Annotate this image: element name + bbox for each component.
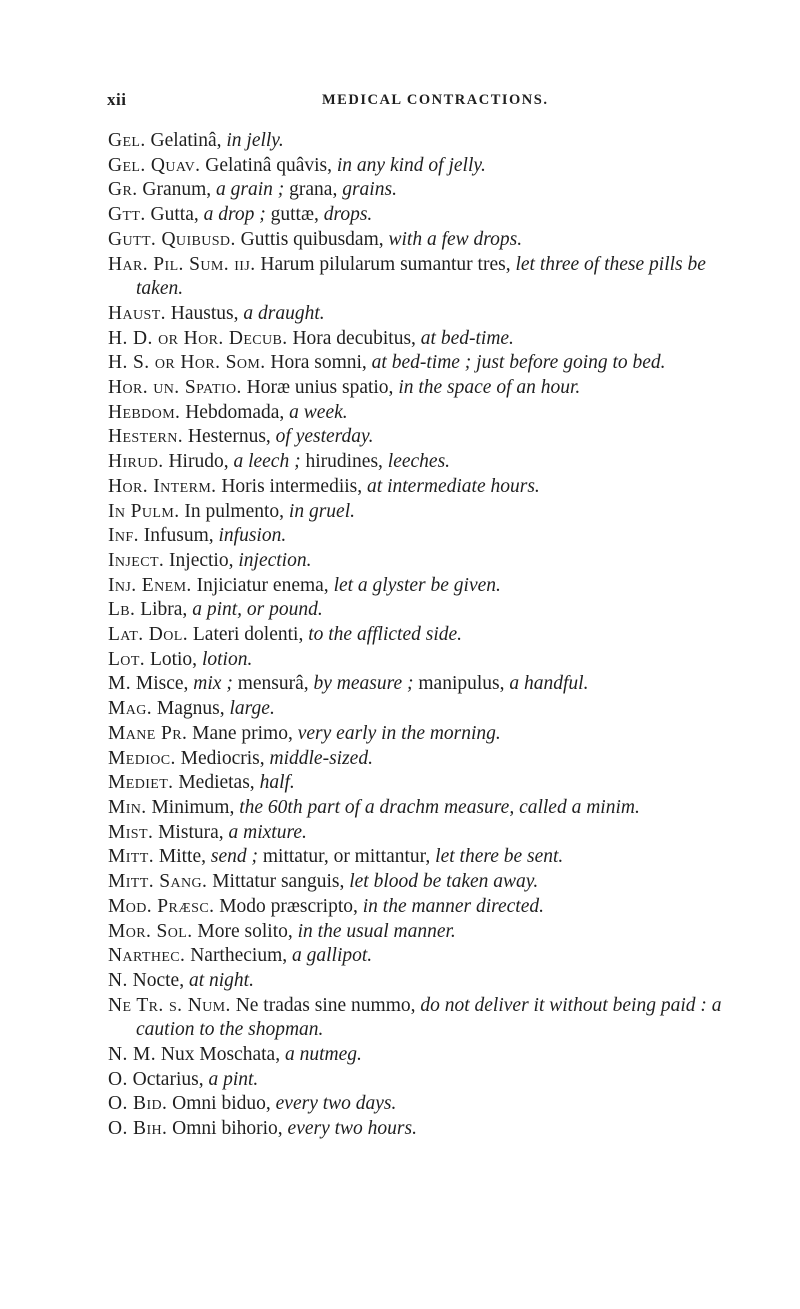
entry-meaning: in the manner directed. xyxy=(362,895,544,917)
entry-latin: Omni bihorio, xyxy=(172,1118,283,1140)
entry-meaning: with a few drops. xyxy=(388,228,523,250)
entry-abbreviation: N. xyxy=(108,969,128,991)
entry-latin: manipulus, xyxy=(418,673,505,695)
entry xyxy=(108,203,728,228)
entry-meaning: let three of these pills be taken. xyxy=(136,253,706,300)
entry-abbreviation: H. S. or Hor. Som. xyxy=(108,352,266,374)
entry-latin: Ne tradas sine nummo, xyxy=(235,994,416,1016)
entry xyxy=(108,475,728,500)
entry xyxy=(108,574,728,599)
entry-latin: Gelatinâ, xyxy=(150,130,222,151)
entry-abbreviation: N. M. xyxy=(108,1044,157,1066)
entry-meaning: a drop ; xyxy=(203,204,266,226)
entry-abbreviation: Inj. Enem. xyxy=(108,574,192,596)
entry-abbreviation: Lat. Dol. xyxy=(108,624,188,646)
entry-latin: mensurâ, xyxy=(237,673,309,695)
entry xyxy=(108,722,728,747)
entry xyxy=(108,351,728,376)
entry-meaning: the 60th part of a drachm measure, called a minim. xyxy=(239,796,640,818)
entry xyxy=(108,401,728,426)
entry-latin: Mistura, xyxy=(158,821,224,843)
entry-abbreviation: Mitt. xyxy=(108,846,154,868)
entry xyxy=(108,648,728,673)
entry xyxy=(108,969,728,994)
entry-meaning: a grain ; xyxy=(216,179,285,201)
entry xyxy=(108,327,728,352)
entry-latin: Modo præscripto, xyxy=(219,895,358,917)
entry-latin: Narthecium, xyxy=(190,945,288,967)
entry-latin: Harum pilularum sumantur tres, xyxy=(260,253,511,275)
entry-latin: Gutta, xyxy=(150,204,199,226)
entry-abbreviation: Medioc. xyxy=(108,747,176,769)
entry-abbreviation: O. Bid. xyxy=(108,1093,168,1115)
entry-abbreviation: Gel. xyxy=(108,130,146,151)
entry-latin: Magnus, xyxy=(156,698,225,720)
entry xyxy=(108,598,728,623)
entry xyxy=(108,129,728,154)
entry-latin: Hirudo, xyxy=(168,451,229,473)
entry-meaning: infusion. xyxy=(218,525,287,547)
entry-latin: Horis intermediis, xyxy=(221,475,363,497)
entry-abbreviation: Har. Pil. Sum. iij. xyxy=(108,253,256,275)
entry-meaning: a mixture. xyxy=(228,821,307,843)
entry-latin: Mediocris, xyxy=(180,747,265,769)
entry-abbreviation: Mor. Sol. xyxy=(108,920,193,942)
entry xyxy=(108,253,728,302)
entry xyxy=(108,376,728,401)
entry-meaning: mix ; xyxy=(193,673,233,695)
entry-abbreviation: Narthec. xyxy=(108,945,186,967)
entry xyxy=(108,154,728,179)
entry-latin: Lotio, xyxy=(149,648,198,670)
entry-meaning: let there be sent. xyxy=(435,846,564,868)
entry xyxy=(108,944,728,969)
entry-latin: Omni biduo, xyxy=(172,1093,271,1115)
entry-latin: Mittatur sanguis, xyxy=(212,871,345,893)
entry-meaning: a draught. xyxy=(243,302,325,324)
entry xyxy=(108,623,728,648)
entry-meaning: at night. xyxy=(188,969,254,991)
entry-meaning: leeches. xyxy=(387,451,451,473)
entry-abbreviation: Mod. Præsc. xyxy=(108,895,215,917)
entry-meaning: lotion. xyxy=(201,648,253,670)
entry xyxy=(108,821,728,846)
entry-meaning: in the usual manner. xyxy=(297,920,456,942)
entry-abbreviation: Gtt. xyxy=(108,204,146,226)
entry xyxy=(108,549,728,574)
entry-latin: Misce, xyxy=(135,673,189,695)
entry-latin: Octarius, xyxy=(132,1068,204,1090)
entry xyxy=(108,1092,728,1117)
entry xyxy=(108,796,728,821)
entry-abbreviation: Min. xyxy=(108,796,147,818)
entry-latin: Haustus, xyxy=(170,302,239,324)
entry-meaning: a nutmeg. xyxy=(284,1044,362,1066)
entry-abbreviation: Gr. xyxy=(108,179,138,201)
entry xyxy=(108,178,728,203)
entry-abbreviation: Hor. un. Spatio. xyxy=(108,377,242,399)
entry xyxy=(108,1068,728,1093)
entry-meaning: every two hours. xyxy=(287,1118,417,1140)
entry-latin: Granum, xyxy=(142,179,212,201)
entry-meaning: grains. xyxy=(342,179,397,201)
entry-latin: mittatur, or mittantur, xyxy=(262,846,431,868)
entry-abbreviation: Hestern. xyxy=(108,426,184,448)
entry xyxy=(108,747,728,772)
entry-meaning: every two days. xyxy=(275,1093,397,1115)
entry-abbreviation: Ne Tr. s. Num. xyxy=(108,994,231,1016)
entry-latin: Libra, xyxy=(140,599,188,621)
abbreviation-list xyxy=(108,129,728,1142)
entry-latin: More solito, xyxy=(197,920,293,942)
entry-meaning: middle-sized. xyxy=(269,747,373,769)
entry-meaning: large. xyxy=(229,698,275,720)
entry xyxy=(108,524,728,549)
entry-abbreviation: Hor. Interm. xyxy=(108,475,217,497)
entry-latin: Gelatinâ quâvis, xyxy=(205,154,333,176)
entry-meaning: to the afflicted side. xyxy=(308,624,463,646)
entry-abbreviation: Inject. xyxy=(108,549,165,571)
page-header xyxy=(0,72,800,112)
entry-latin: Injectio, xyxy=(169,549,234,571)
entry-latin: Hora decubitus, xyxy=(292,327,416,349)
entry xyxy=(108,771,728,796)
entry-meaning: of yesterday. xyxy=(275,426,374,448)
entry-meaning: a handful. xyxy=(509,673,589,695)
entry xyxy=(108,697,728,722)
entry-meaning: at bed-time ; just before going to bed. xyxy=(371,352,666,374)
entry-abbreviation: Mist. xyxy=(108,821,154,843)
page-number: xii xyxy=(107,90,127,109)
entry-abbreviation: Haust. xyxy=(108,302,166,324)
entry xyxy=(108,920,728,945)
entry-latin: Horæ unius spatio, xyxy=(246,377,394,399)
entry-abbreviation: M. xyxy=(108,673,132,695)
entry-abbreviation: Mane Pr. xyxy=(108,722,188,744)
entry-meaning: in jelly. xyxy=(226,130,284,151)
entry xyxy=(108,450,728,475)
entry-abbreviation: O. Bih. xyxy=(108,1118,168,1140)
entry-abbreviation: Gel. Quav. xyxy=(108,154,201,176)
entry-abbreviation: Gutt. Quibusd. xyxy=(108,228,236,250)
entry-latin: Medietas, xyxy=(178,772,255,794)
entry-abbreviation: Mag. xyxy=(108,698,153,720)
entry-meaning: by measure ; xyxy=(313,673,414,695)
entry-latin: hirudines, xyxy=(305,451,383,473)
entry xyxy=(108,228,728,253)
entry xyxy=(108,1043,728,1068)
entry xyxy=(108,895,728,920)
entry-abbreviation: O. xyxy=(108,1068,128,1090)
entry-abbreviation: Lb. xyxy=(108,599,136,621)
entry xyxy=(108,425,728,450)
entry-meaning: injection. xyxy=(238,549,312,571)
entry-meaning: very early in the morning. xyxy=(297,722,501,744)
entry-abbreviation: H. D. or Hor. Decub. xyxy=(108,327,288,349)
entry-latin: Infusum, xyxy=(143,525,214,547)
entry-abbreviation: In Pulm. xyxy=(108,500,180,522)
entry-meaning: send ; xyxy=(210,846,258,868)
entry-meaning: at intermediate hours. xyxy=(367,475,540,497)
entry-latin: Lateri dolenti, xyxy=(192,624,304,646)
entry-latin: Hebdomada, xyxy=(185,401,285,423)
entry-meaning: in the space of an hour. xyxy=(398,377,581,399)
entry-latin: grana, xyxy=(289,179,338,201)
entry-meaning: a leech ; xyxy=(233,451,301,473)
entry-latin: Guttis quibusdam, xyxy=(240,228,384,250)
entry-latin: Injiciatur enema, xyxy=(196,574,329,596)
entry-latin: Hora somni, xyxy=(270,352,367,374)
entry-meaning: let blood be taken away. xyxy=(349,871,539,893)
entry xyxy=(108,870,728,895)
entry xyxy=(108,994,728,1043)
entry xyxy=(108,1117,728,1142)
entry-latin: guttæ, xyxy=(270,204,319,226)
entry-abbreviation: Hirud. xyxy=(108,451,164,473)
entry-meaning: in gruel. xyxy=(288,500,356,522)
entry-meaning: at bed-time. xyxy=(420,327,514,349)
entry-meaning: let a glyster be given. xyxy=(333,574,501,596)
entry xyxy=(108,500,728,525)
entry-meaning: in any kind of jelly. xyxy=(336,154,486,176)
entry-meaning: a gallipot. xyxy=(292,945,373,967)
entry-meaning: a pint, or pound. xyxy=(192,599,323,621)
entry-meaning: drops. xyxy=(323,204,373,226)
entry-latin: Mitte, xyxy=(158,846,206,868)
entry-meaning: a week. xyxy=(289,401,348,423)
entry-meaning: a pint. xyxy=(208,1068,259,1090)
entry-latin: In pulmento, xyxy=(184,500,285,522)
entry-latin: Nocte, xyxy=(132,969,185,991)
entry-latin: Nux Moschata, xyxy=(160,1044,281,1066)
entry-abbreviation: Mediet. xyxy=(108,772,174,794)
entry-latin: Minimum, xyxy=(151,796,235,818)
entry-meaning: half. xyxy=(259,772,295,794)
running-title: MEDICAL CONTRACTIONS. xyxy=(322,92,549,108)
entry-abbreviation: Lot. xyxy=(108,648,146,670)
entry-latin: Mane primo, xyxy=(192,722,293,744)
entry-latin: Hesternus, xyxy=(187,426,271,448)
entry xyxy=(108,302,728,327)
entry xyxy=(108,672,728,697)
entry-meaning: do not deliver it without being paid : a caution to the shopman. xyxy=(136,994,722,1041)
entry xyxy=(108,845,728,870)
entry-abbreviation: Mitt. Sang. xyxy=(108,871,208,893)
entry-abbreviation: Inf. xyxy=(108,525,139,547)
entry-abbreviation: Hebdom. xyxy=(108,401,181,423)
